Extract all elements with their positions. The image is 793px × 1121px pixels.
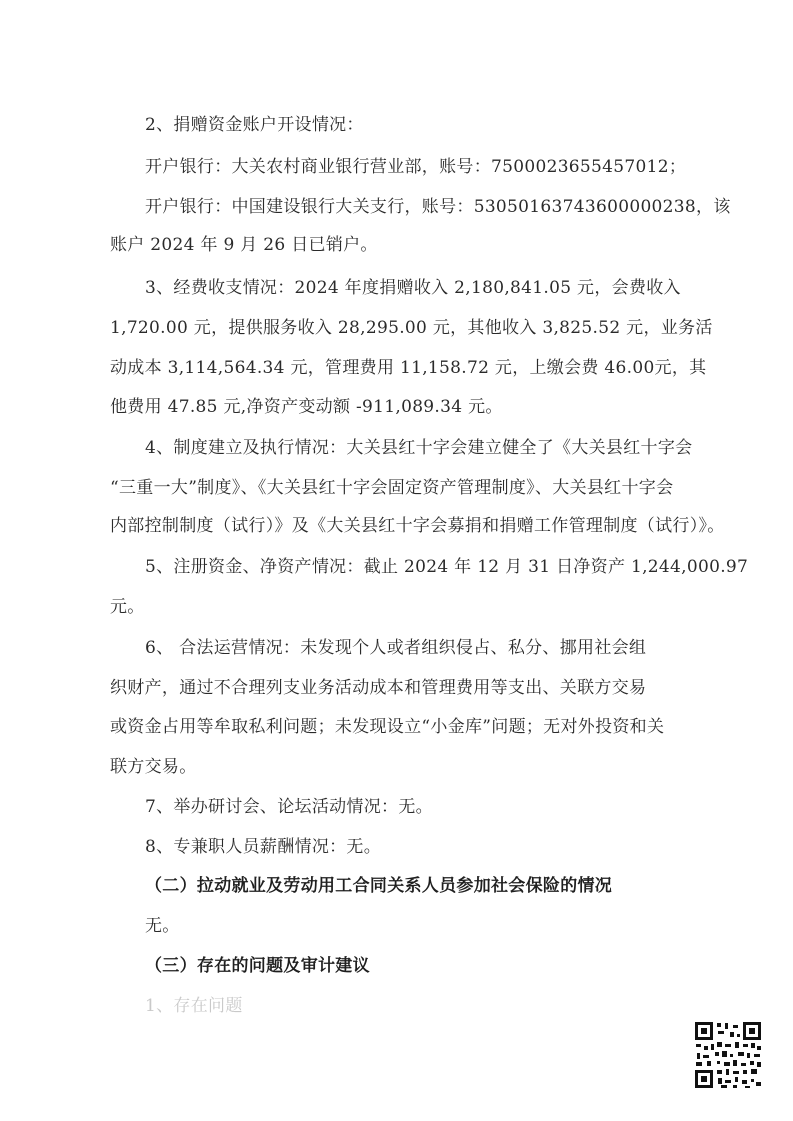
qr-code-icon (693, 1020, 763, 1090)
net-assets-line-2: 元。 (110, 597, 145, 617)
system-line-3: 内部控制制度（试行）》及《大关县红十字会募捐和捐赠工作管理制度（试行）》。 (110, 516, 725, 536)
bank-account-2: 开户银行：中国建设银行大关支行，账号：53050163743600000238，该 (145, 197, 731, 217)
operation-line-2: 织财产，通过不合理列支业务活动成本和管理费用等支出、关联方交易 (110, 678, 647, 698)
net-assets-line-1: 5、注册资金、净资产情况：截止 2024 年 12 月 31 日净资产 1,244,000.97 (145, 557, 749, 577)
finance-line-4: 他费用 47.85 元,净资产变动额 -911,089.34 元。 (110, 397, 503, 417)
system-line-2: “三重一大”制度》、《大关县红十字会固定资产管理制度》、大关县红十字会 (110, 478, 674, 498)
salary-line: 8、专兼职人员薪酬情况：无。 (145, 837, 382, 857)
finance-line-1: 3、经费收支情况：2024 年度捐赠收入 2,180,841.05 元，会费收入 (145, 278, 681, 298)
operation-line-1: 6、 合法运营情况：未发现个人或者组织侵占、私分、挪用社会组 (145, 638, 647, 658)
seminar-line: 7、举办研讨会、论坛活动情况：无。 (145, 797, 433, 817)
operation-line-4: 联方交易。 (110, 757, 197, 777)
finance-line-3: 动成本 3,114,564.34 元，管理费用 11,158.72 元，上缴会费 46.00元，其 (110, 358, 707, 378)
subsection-3-heading: （三）存在的问题及审计建议 (145, 956, 370, 976)
section-2-heading: 2、捐赠资金账户开设情况： (145, 115, 364, 135)
bank-account-2-cont: 账户 2024 年 9 月 26 日已销户。 (110, 235, 378, 255)
subsection-2-heading: （二）拉动就业及劳动用工合同关系人员参加社会保险的情况 (145, 876, 613, 896)
system-line-1: 4、制度建立及执行情况：大关县红十字会建立健全了《大关县红十字会 (145, 438, 693, 458)
problems-heading: 1、存在问题 (145, 996, 243, 1016)
subsection-2-body: 无。 (145, 916, 180, 936)
operation-line-3: 或资金占用等牟取私利问题；未发现设立“小金库”问题；无对外投资和关 (110, 717, 665, 737)
bank-account-1: 开户银行：大关农村商业银行营业部，账号：7500023655457012； (145, 157, 687, 177)
finance-line-2: 1,720.00 元，提供服务收入 28,295.00 元，其他收入 3,825.52 元，业务活 (110, 318, 713, 338)
